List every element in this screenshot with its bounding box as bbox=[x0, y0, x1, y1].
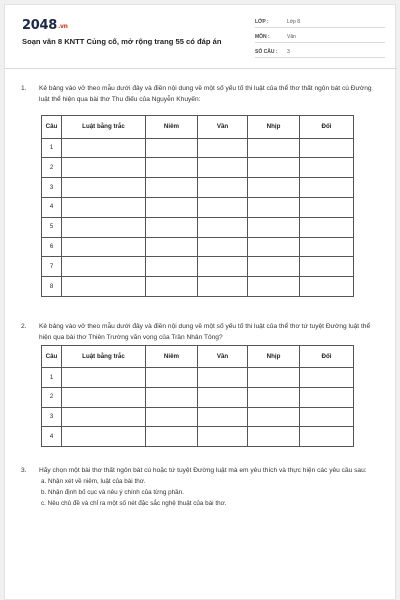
question-3 bbox=[21, 465, 383, 509]
row-number: 2 bbox=[42, 158, 62, 178]
table-row bbox=[42, 158, 354, 178]
meta-count-row bbox=[255, 45, 385, 58]
answer-cell[interactable] bbox=[300, 198, 354, 218]
answer-cell[interactable] bbox=[198, 427, 248, 447]
document-title: Soạn văn 8 KNTT Củng cố, mở rộng trang 55 có đáp án bbox=[22, 37, 222, 46]
answer-cell[interactable] bbox=[248, 178, 300, 198]
table-row bbox=[42, 237, 354, 257]
answer-cell[interactable] bbox=[248, 277, 300, 297]
subitem-a: a. Nhận xét về niêm, luật của bài thơ. bbox=[41, 478, 146, 485]
answer-cell[interactable] bbox=[198, 178, 248, 198]
site-logo[interactable] bbox=[22, 18, 68, 33]
subitem-c: c. Nêu chủ đề và chỉ ra một số nét đặc sắc nghệ thuật của bài thơ. bbox=[41, 500, 227, 507]
table-row bbox=[42, 388, 354, 408]
worksheet-page bbox=[4, 4, 396, 600]
answer-cell[interactable] bbox=[300, 277, 354, 297]
answer-cell[interactable] bbox=[300, 257, 354, 277]
column-header: Câu bbox=[42, 116, 62, 139]
column-header: Nhịp bbox=[248, 116, 300, 139]
question-text: Kẻ bảng vào vở theo mẫu dưới đây và điền nội dung về một số yếu tố thi luật của thể thơ thất ngôn bát cú Đường luật thể hiện qua bài thơ Thu điếu của Nguyễn Khuyến: bbox=[39, 85, 372, 103]
subitem-b: b. Nhận định bố cục và nêu ý chính của từng phần. bbox=[41, 489, 184, 496]
answer-cell[interactable] bbox=[198, 257, 248, 277]
table-row bbox=[42, 368, 354, 388]
answer-cell[interactable] bbox=[62, 257, 146, 277]
row-number: 4 bbox=[42, 427, 62, 447]
answer-cell[interactable] bbox=[62, 198, 146, 218]
answer-cell[interactable] bbox=[300, 138, 354, 158]
answer-cell[interactable] bbox=[248, 198, 300, 218]
column-header: Luật bằng trắc bbox=[62, 116, 146, 139]
question-number: 1. bbox=[21, 85, 27, 92]
table-row bbox=[42, 427, 354, 447]
table-row bbox=[42, 178, 354, 198]
answer-cell[interactable] bbox=[146, 138, 198, 158]
answer-cell[interactable] bbox=[248, 407, 300, 427]
answer-cell[interactable] bbox=[146, 277, 198, 297]
column-header: Luật bằng trắc bbox=[62, 346, 146, 368]
answer-cell[interactable] bbox=[146, 178, 198, 198]
question-number: 3. bbox=[21, 467, 27, 474]
answer-cell[interactable] bbox=[62, 158, 146, 178]
column-header: Niêm bbox=[146, 116, 198, 139]
answer-cell[interactable] bbox=[146, 158, 198, 178]
answer-cell[interactable] bbox=[146, 217, 198, 237]
meta-class-label: LỚP : bbox=[255, 19, 269, 25]
answer-cell[interactable] bbox=[248, 217, 300, 237]
meta-class-value: Lớp 8 bbox=[287, 19, 301, 25]
answer-table-1 bbox=[41, 115, 354, 297]
answer-cell[interactable] bbox=[146, 427, 198, 447]
answer-cell[interactable] bbox=[248, 237, 300, 257]
answer-cell[interactable] bbox=[198, 388, 248, 408]
answer-cell[interactable] bbox=[62, 277, 146, 297]
table-row bbox=[42, 407, 354, 427]
answer-cell[interactable] bbox=[146, 368, 198, 388]
meta-subject-row bbox=[255, 30, 385, 43]
answer-cell[interactable] bbox=[62, 407, 146, 427]
column-header: Đối bbox=[300, 116, 354, 139]
table-row bbox=[42, 217, 354, 237]
table-header-row bbox=[42, 116, 354, 139]
answer-table-2 bbox=[41, 345, 354, 447]
answer-cell[interactable] bbox=[62, 427, 146, 447]
question-1 bbox=[21, 83, 383, 105]
column-header: Vần bbox=[198, 346, 248, 368]
question-text: Kẻ bảng vào vở theo mẫu dưới đây và điền nội dung về một số yếu tố thi luật của thể thơ tứ tuyệt Đường luật thể hiện qua bài thơ Thiên Trường vãn vọng của Trần Nhân Tông? bbox=[39, 323, 371, 341]
answer-cell[interactable] bbox=[300, 158, 354, 178]
page-header bbox=[5, 5, 397, 69]
meta-count-label: SỐ CÂU : bbox=[255, 49, 278, 55]
answer-cell[interactable] bbox=[198, 217, 248, 237]
row-number: 7 bbox=[42, 257, 62, 277]
answer-cell[interactable] bbox=[198, 407, 248, 427]
answer-cell[interactable] bbox=[62, 217, 146, 237]
answer-cell[interactable] bbox=[62, 388, 146, 408]
question-2 bbox=[21, 321, 383, 343]
answer-cell[interactable] bbox=[248, 427, 300, 447]
answer-cell[interactable] bbox=[146, 388, 198, 408]
answer-cell[interactable] bbox=[62, 368, 146, 388]
table-row bbox=[42, 277, 354, 297]
answer-cell[interactable] bbox=[300, 427, 354, 447]
answer-cell[interactable] bbox=[300, 237, 354, 257]
row-number: 3 bbox=[42, 407, 62, 427]
meta-count-value: 3 bbox=[287, 49, 290, 55]
column-header: Câu bbox=[42, 346, 62, 368]
answer-cell[interactable] bbox=[248, 368, 300, 388]
answer-cell[interactable] bbox=[300, 407, 354, 427]
column-header: Nhịp bbox=[248, 346, 300, 368]
logo-suffix: .vn bbox=[57, 23, 68, 30]
table-row bbox=[42, 198, 354, 218]
answer-cell[interactable] bbox=[248, 158, 300, 178]
answer-cell[interactable] bbox=[62, 138, 146, 158]
row-number: 5 bbox=[42, 217, 62, 237]
answer-cell[interactable] bbox=[248, 138, 300, 158]
answer-cell[interactable] bbox=[198, 198, 248, 218]
question-number: 2. bbox=[21, 323, 27, 330]
answer-cell[interactable] bbox=[146, 237, 198, 257]
row-number: 1 bbox=[42, 138, 62, 158]
question-text: Hãy chọn một bài thơ thất ngôn bát cú hoặc tứ tuyệt Đường luật mà em yêu thích và thực hiện các yêu cầu sau: bbox=[39, 467, 367, 474]
row-number: 6 bbox=[42, 237, 62, 257]
column-header: Niêm bbox=[146, 346, 198, 368]
column-header: Đối bbox=[300, 346, 354, 368]
answer-cell[interactable] bbox=[198, 138, 248, 158]
row-number: 2 bbox=[42, 388, 62, 408]
meta-class-row bbox=[255, 15, 385, 28]
answer-cell[interactable] bbox=[248, 388, 300, 408]
table-header-row bbox=[42, 346, 354, 368]
answer-cell[interactable] bbox=[146, 257, 198, 277]
answer-cell[interactable] bbox=[146, 198, 198, 218]
answer-cell[interactable] bbox=[300, 178, 354, 198]
answer-cell[interactable] bbox=[146, 407, 198, 427]
meta-subject-label: MÔN : bbox=[255, 34, 270, 40]
answer-cell[interactable] bbox=[198, 368, 248, 388]
answer-cell[interactable] bbox=[248, 257, 300, 277]
row-number: 8 bbox=[42, 277, 62, 297]
answer-cell[interactable] bbox=[300, 217, 354, 237]
table-row bbox=[42, 138, 354, 158]
answer-cell[interactable] bbox=[198, 158, 248, 178]
answer-cell[interactable] bbox=[198, 277, 248, 297]
answer-cell[interactable] bbox=[300, 388, 354, 408]
answer-cell[interactable] bbox=[198, 237, 248, 257]
meta-subject-value: Văn bbox=[287, 34, 296, 40]
row-number: 1 bbox=[42, 368, 62, 388]
row-number: 4 bbox=[42, 198, 62, 218]
answer-cell[interactable] bbox=[300, 368, 354, 388]
answer-cell[interactable] bbox=[62, 178, 146, 198]
column-header: Vần bbox=[198, 116, 248, 139]
answer-cell[interactable] bbox=[62, 237, 146, 257]
table-row bbox=[42, 257, 354, 277]
row-number: 3 bbox=[42, 178, 62, 198]
logo-text: 2048 bbox=[22, 18, 57, 33]
